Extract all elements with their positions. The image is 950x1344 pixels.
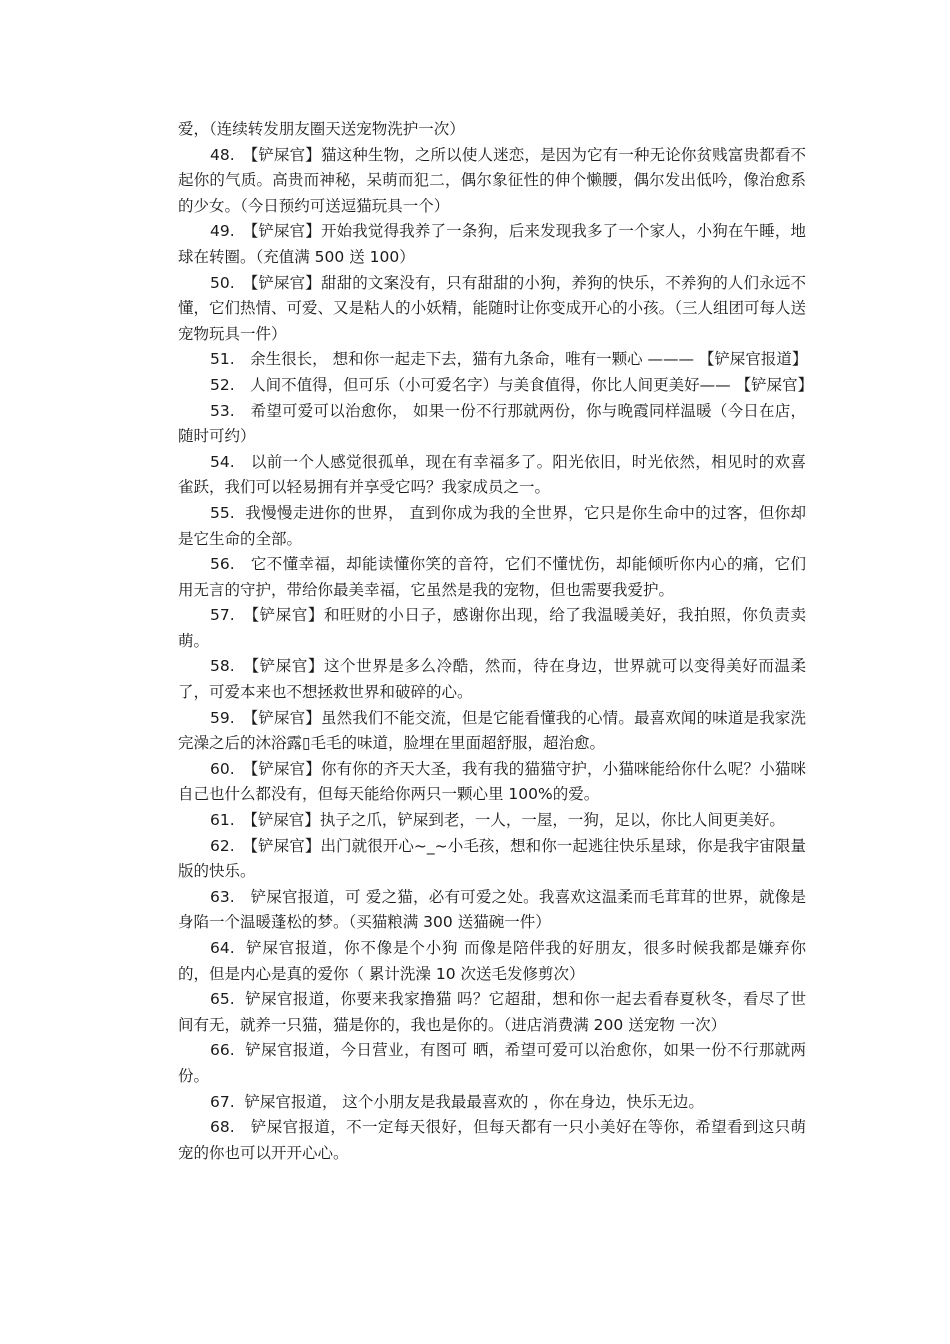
paragraph-item-64: 64. 铲屎官报道，你不像是个小狗 而像是陪伴我的好朋友，很多时候我都是嫌弃你的，但是内心是真的爱你（ 累计洗澡 10 次送毛发修剪次） (178, 939, 806, 983)
paragraph-item-53: 53. 希望可爱可以治愈你， 如果一份不行那就两份，你与晚霞同样温暖（今日在店，随时可约） (178, 401, 806, 446)
paragraph-item-66: 66. 铲屎官报道，今日营业，有图可 晒，希望可爱可以治愈你，如果一份不行那就两份。 (178, 1041, 806, 1085)
paragraph-item-60: 60. 【铲屎官】你有你的齐天大圣，我有我的猫猫守护，小猫咪能给你什么呢？小猫咪自己也什么都没有，但每天能给你两只一颗心里 100%的爱。 (178, 759, 806, 804)
document-page (178, 117, 814, 1166)
paragraph-item-68: 68. 铲屎官报道，不一定每天很好，但每天都有一只小美好在等你，希望看到这只萌宠的你也可以开开心心。 (178, 1118, 806, 1162)
paragraph-item-58: 58. 【铲屎官】这个世界是多么冷酷，然而，待在身边，世界就可以变得美好而温柔了，可爱本来也不想拯救世界和破碎的心。 (178, 657, 806, 702)
paragraph-item-52: 52. 人间不值得，但可乐（小可爱名字）与美食值得，你比人间更美好—— 【铲屎官】 (210, 375, 814, 394)
paragraph-item-57: 57. 【铲屎官】和旺财的小日子，感谢你出现，给了我温暖美好，我拍照，你负责卖萌。 (178, 606, 806, 650)
paragraph-item-61: 61. 【铲屎官】执子之爪，铲屎到老，一人，一屋，一狗，足以，你比人间更美好。 (210, 811, 785, 830)
paragraph-item-67: 67. 铲屎官报道， 这个小朋友是我最最喜欢的 ，你在身边，快乐无边。 (210, 1092, 704, 1111)
paragraph-item-62: 62. 【铲屎官】出门就很开心~_~小毛孩，想和你一起逃往快乐星球，你是我宇宙限量版的快乐。 (178, 836, 806, 881)
paragraph-item-51: 51. 余生很长， 想和你一起走下去，猫有九条命，唯有一颗心 ——— 【铲屎官报道】 (210, 350, 808, 369)
paragraph-continuation: 爱，（连续转发朋友圈天送宠物洗护一次） (178, 120, 465, 138)
paragraph-item-49: 49. 【铲屎官】开始我觉得我养了一条狗，后来发现我多了一个家人，小狗在午睡，地球在转圈。（充值满 500 送 100） (178, 222, 806, 266)
paragraph-item-55: 55. 我慢慢走进你的世界， 直到你成为我的全世界，它只是你生命中的过客，但你却是它生命的全部。 (178, 503, 806, 548)
paragraph-item-63: 63. 铲屎官报道，可 爱之猫，必有可爱之处。我喜欢这温柔而毛茸茸的世界，就像是身陷一个温暖蓬松的梦。（买猫粮满 300 送猫碗一件） (178, 887, 806, 932)
paragraph-item-59: 59. 【铲屎官】虽然我们不能交流，但是它能看懂我的心情。最喜欢闻的味道是我家洗完澡之后的沐浴露▯毛毛的味道，脸埋在里面超舒服，超治愈。 (178, 708, 806, 753)
paragraph-item-65: 65. 铲屎官报道，你要来我家撸猫 吗？它超甜，想和你一起去看春夏秋冬，看尽了世间有无，就养一只猫，猫是你的，我也是你的。（进店消费满 200 送宠物 一次） (178, 990, 806, 1034)
paragraph-item-48: 48. 【铲屎官】猫这种生物，之所以使人迷恋，是因为它有一种无论你贫贱富贵都看不起你的气质。高贵而神秘，呆萌而犯二，偶尔象征性的伸个懒腰，偶尔发出低吟，像治愈系的少女。（今日预约可送逗猫玩具一个） (178, 145, 806, 215)
paragraph-item-54: 54. 以前一个人感觉很孤单，现在有幸福多了。阳光依旧，时光依然，相见时的欢喜雀跃，我们可以轻易拥有并享受它吗？我家成员之一。 (178, 452, 806, 497)
paragraph-item-50: 50. 【铲屎官】甜甜的文案没有，只有甜甜的小狗，养狗的快乐，不养狗的人们永远不懂，它们热情、可爱、又是粘人的小妖精，能随时让你变成开心的小孩。（三人组团可每人送宠物玩具一件） (178, 273, 806, 343)
paragraph-item-56: 56. 它不懂幸福，却能读懂你笑的音符，它们不懂忧伤，却能倾听你内心的痛，它们用无言的守护，带给你最美幸福，它虽然是我的宠物，但也需要我爱护。 (178, 555, 806, 599)
